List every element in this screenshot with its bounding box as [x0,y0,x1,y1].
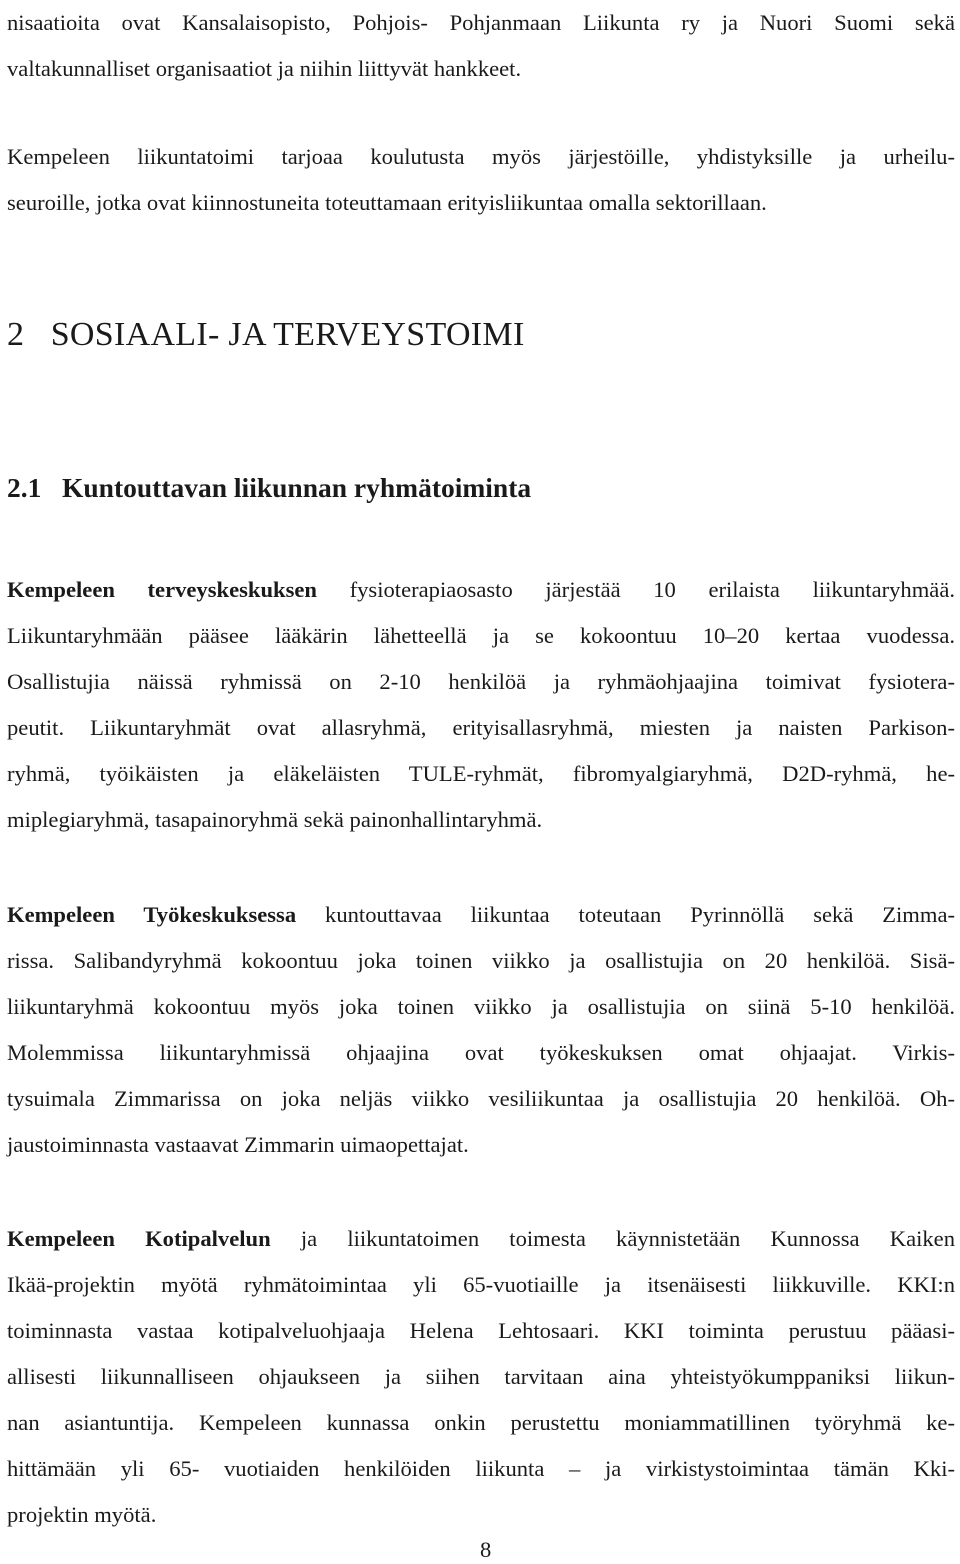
text-line: nisaatioita ovat Kansalaisopisto, Pohjois- Pohjanmaan Liikunta ry ja Nuori Suomi sekä [7,10,955,35]
text-line [7,1216,955,1262]
text-line: rissa. Salibandyryhmä kokoontuu joka toinen viikko ja osallistujia on 20 henkilöä. Sisä- [7,948,955,973]
work-center-paragraph [7,892,955,1168]
text-line: Osallistujia näissä ryhmissä on 2-10 henkilöä ja ryhmäohjaajina toimivat fysiotera- [7,669,955,694]
text-line: liikuntaryhmä kokoontuu myös joka toinen viikko ja osallistujia on siinä 5-10 henkilöä. [7,994,955,1019]
subsection-heading: 2.1 Kuntouttavan liikunnan ryhmätoiminta [7,472,532,503]
page-number: 8 [480,1537,492,1562]
text-line: jaustoiminnasta vastaavat Zimmarin uimaopettajat. [7,1132,469,1157]
text-line: Liikuntaryhmään pääsee lääkärin lähetteellä ja se kokoontuu 10–20 kertaa vuodessa. [7,623,955,648]
text-line: Kempeleen liikuntatoimi tarjoaa koulutusta myös järjestöille, yhdistyksille ja urheilu- [7,144,955,169]
text-line: ryhmä, työikäisten ja eläkeläisten TULE-ryhmät, fibromyalgiaryhmä, D2D-ryhmä, he- [7,761,955,786]
text-run: ja liikuntatoimen toimesta käynnistetään Kunnossa Kaiken [270,1226,955,1251]
intro-paragraph-1 [7,0,955,92]
intro-paragraph-2 [7,134,955,226]
section-heading: 2 SOSIAALI- JA TERVEYSTOIMI [7,316,525,353]
text-line: hittämään yli 65- vuotiaiden henkilöiden liikunta – ja virkistystoimintaa tämän Kki- [7,1456,955,1481]
text-line: allisesti liikunnalliseen ohjaukseen ja siihen tarvitaan aina yhteistyökumppaniksi liikun- [7,1364,955,1389]
text-line: peutit. Liikuntaryhmät ovat allasryhmä, erityisallasryhmä, miesten ja naisten Parkison- [7,715,955,740]
text-run: fysioterapiaosasto järjestää 10 erilaista liikuntaryhmää. [317,577,955,602]
text-line: Molemmissa liikuntaryhmissä ohjaajina ovat työkeskuksen omat ohjaajat. Virkis- [7,1040,955,1065]
text-line: toiminnasta vastaa kotipalveluohjaaja Helena Lehtosaari. KKI toiminta perustuu pääasi- [7,1318,955,1343]
bold-lead: Kempeleen terveyskeskuksen [7,577,317,602]
text-run: kuntouttavaa liikuntaa toteutaan Pyrinnöllä sekä Zimma- [296,902,955,927]
text-line: valtakunnalliset organisaatiot ja niihin liittyvät hankkeet. [7,56,522,81]
bold-lead: Kempeleen Kotipalvelun [7,1226,271,1251]
text-line [7,892,955,938]
home-service-paragraph [7,1216,955,1538]
text-line: miplegiaryhmä, tasapainoryhmä sekä painonhallintaryhmä. [7,807,543,832]
text-line: seuroille, jotka ovat kiinnostuneita toteuttamaan erityisliikuntaa omalla sektorillaan. [7,190,767,215]
text-line [7,567,955,613]
health-center-paragraph [7,567,955,843]
text-line: tysuimala Zimmarissa on joka neljäs viikko vesiliikuntaa ja osallistujia 20 henkilöä. Oh- [7,1086,955,1111]
text-line: nan asiantuntija. Kempeleen kunnassa onkin perustettu moniammatillinen työryhmä ke- [7,1410,955,1435]
text-line: Ikää-projektin myötä ryhmätoimintaa yli 65-vuotiaille ja itsenäisesti liikkuville. KKI:n [7,1272,955,1297]
bold-lead: Kempeleen Työkeskuksessa [7,902,297,927]
text-line: projektin myötä. [7,1502,157,1527]
